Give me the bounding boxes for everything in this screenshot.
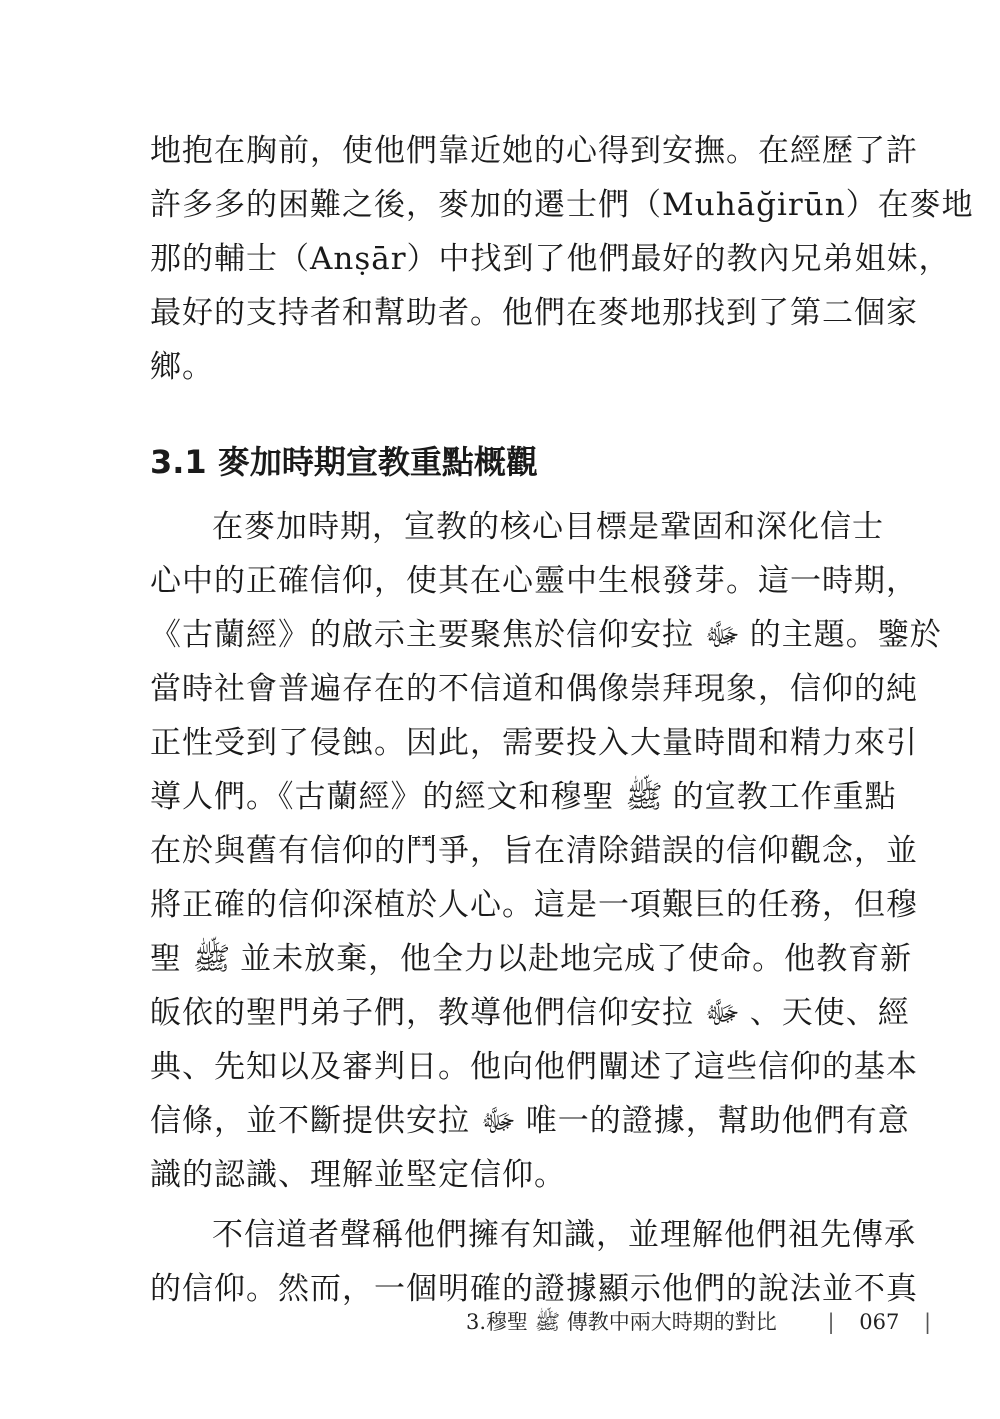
text-line: 典、先知以及審判日。他向他們闡述了這些信仰的基本 (150, 1049, 918, 1085)
text-line: 聖 ﷺ 並未放棄，他全力以赴地完成了使命。他教育新 (150, 941, 913, 977)
text-line: 識的認識、理解並堅定信仰。 (150, 1157, 566, 1193)
text-line: 許多多的困難之後，麥加的遷士們（Muhāğirūn）在麥地 (150, 187, 974, 223)
paragraph-continued (150, 124, 974, 394)
footer-separator: | (924, 1310, 932, 1334)
running-title: 3.穆聖 ﷺ 傳教中兩大時期的對比 (466, 1310, 777, 1334)
text-line: 在麥加時期，宣教的核心目標是鞏固和深化信士 (212, 509, 884, 545)
text-line: 不信道者聲稱他們擁有知識，並理解他們祖先傳承 (212, 1217, 916, 1253)
page-number: 067 (859, 1310, 900, 1334)
footer-separator: | (827, 1310, 835, 1334)
paragraph-mecca-period (150, 500, 942, 1202)
text-line: 導人們。《古蘭經》的經文和穆聖 ﷺ 的宣教工作重點 (150, 779, 897, 815)
page-body (150, 124, 974, 1316)
page-footer (466, 1306, 932, 1340)
text-line: 當時社會普遍存在的不信道和偶像崇拜現象，信仰的純 (150, 671, 918, 707)
text-line: 鄉。 (150, 349, 214, 385)
text-line: 信條，並不斷提供安拉 ﷻ 唯一的證據，幫助他們有意 (150, 1103, 910, 1139)
text-line: 將正確的信仰深植於人心。這是一項艱巨的任務，但穆 (150, 887, 918, 923)
text-line: 《古蘭經》的啟示主要聚焦於信仰安拉 ﷻ 的主題。鑒於 (150, 617, 942, 653)
section-heading: 3.1 麥加時期宣教重點概觀 (150, 443, 538, 481)
text-line: 那的輔士（Anṣār）中找到了他們最好的教內兄弟姐妹， (150, 241, 951, 277)
text-line: 的信仰。然而，一個明確的證據顯示他們的說法並不真 (150, 1271, 918, 1307)
paragraph-unbelievers (150, 1208, 918, 1316)
text-line: 心中的正確信仰，使其在心靈中生根發芽。這一時期， (150, 563, 918, 599)
text-line: 在於與舊有信仰的鬥爭，旨在清除錯誤的信仰觀念，並 (150, 833, 918, 869)
text-line: 皈依的聖門弟子們，教導他們信仰安拉 ﷻ 、天使、經 (150, 995, 910, 1031)
text-line: 正性受到了侵蝕。因此，需要投入大量時間和精力來引 (150, 725, 918, 761)
text-line: 地抱在胸前，使他們靠近她的心得到安撫。在經歷了許 (150, 133, 918, 169)
text-line: 最好的支持者和幫助者。他們在麥地那找到了第二個家 (150, 295, 918, 331)
